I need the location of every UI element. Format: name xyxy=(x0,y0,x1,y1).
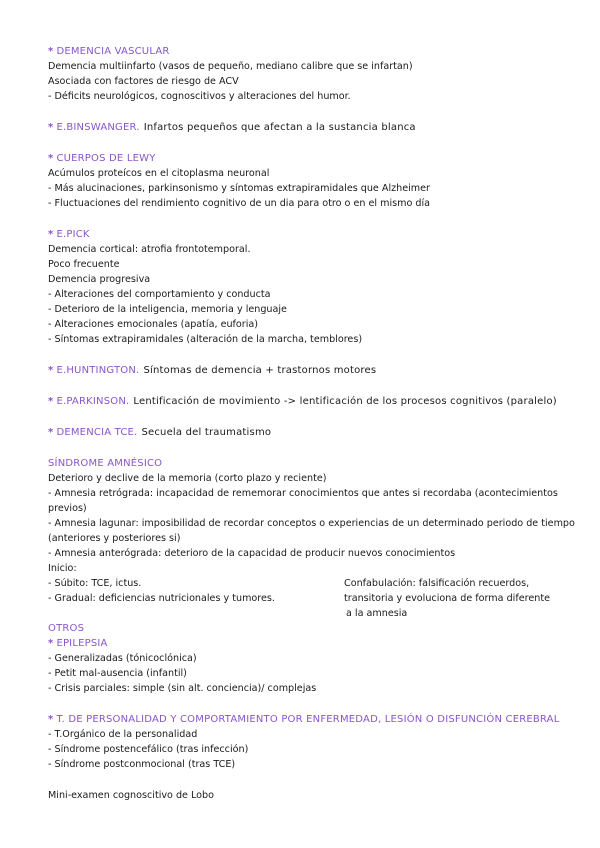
text-line: - Amnesia lagunar: imposibilidad de recordar conceptos o experiencias de un determinado periodo de tiempo (anteriores y posteriores si) xyxy=(48,518,575,544)
confab-line: a la amnesia xyxy=(346,608,408,619)
heading-text: OTROS xyxy=(48,623,85,634)
heading-text: E.BINSWANGER. xyxy=(56,122,140,133)
text-line: Demencia multiinfarto (vasos de pequeño, mediano calibre que se infartan) xyxy=(48,61,413,72)
text-line: - Crisis parciales: simple (sin alt. conciencia)/ complejas xyxy=(48,683,317,694)
text-line: Demencia cortical: atrofia frontotemporal. xyxy=(48,244,251,255)
heading-e-pick xyxy=(48,227,578,242)
notes-content xyxy=(48,44,578,803)
text-line: - Fluctuaciones del rendimiento cognitivo de un dia para otro o en el mismo día xyxy=(48,198,431,209)
bullet-star: * xyxy=(48,427,54,438)
text-line: - Alteraciones emocionales (apatía, euforia) xyxy=(48,319,259,330)
heading-parkinson xyxy=(48,394,578,409)
bullet-star: * xyxy=(48,229,54,240)
inline-description: Síntomas de demencia + trastornos motores xyxy=(143,365,377,376)
heading-cuerpos-de-lewy xyxy=(48,151,578,166)
text-line: Acúmulos proteícos en el citoplasma neuronal xyxy=(48,168,270,179)
list-item: - Súbito: TCE, ictus. xyxy=(48,578,142,589)
text-line: Demencia progresiva xyxy=(48,274,151,285)
text-line: - Generalizadas (tónicoclónica) xyxy=(48,653,197,664)
heading-text: SÍNDROME AMNÉSICO xyxy=(48,458,163,469)
text-line: Asociada con factores de riesgo de ACV xyxy=(48,76,239,87)
text-line: - Déficits neurológicos, cognoscitivos y alteraciones del humor. xyxy=(48,91,351,102)
text-line: - Más alucinaciones, parkinsonismo y síntomas extrapiramidales que Alzheimer xyxy=(48,183,430,194)
bullet-star: * xyxy=(48,638,54,649)
text-line: - Deterioro de la inteligencia, memoria y lenguaje xyxy=(48,304,287,315)
heading-huntington xyxy=(48,363,578,378)
text-line: Poco frecuente xyxy=(48,259,120,270)
text-line: - Síndrome postconmocional (tras TCE) xyxy=(48,759,236,770)
confab-line: Confabulación: falsificación recuerdos, xyxy=(344,578,530,589)
text-line: - Amnesia retrógrada: incapacidad de rememorar conocimientos que antes si recordaba (acontecimientos previos) xyxy=(48,488,558,514)
heading-text: DEMENCIA VASCULAR xyxy=(56,46,170,57)
footer-note: Mini-examen cognoscitivo de Lobo xyxy=(48,790,215,801)
text-line: Deterioro y declive de la memoria (corto plazo y reciente) xyxy=(48,473,327,484)
inline-description: Infartos pequeños que afectan a la sustancia blanca xyxy=(143,122,416,133)
text-line: - Amnesia anterógrada: deterioro de la capacidad de producir nuevos conocimientos xyxy=(48,548,456,559)
text-line: - T.Orgánico de la personalidad xyxy=(48,729,198,740)
heading-sindrome-amnesico xyxy=(48,456,578,471)
heading-epilepsia xyxy=(48,636,578,651)
bullet-star: * xyxy=(48,396,54,407)
inline-description: Secuela del traumatismo xyxy=(141,427,272,438)
text-line: - Petit mal-ausencia (infantil) xyxy=(48,668,187,679)
text-line: - Síndrome postencefálico (tras infección) xyxy=(48,744,249,755)
heading-t-personalidad xyxy=(48,712,578,727)
confab-line: transitoria y evoluciona de forma diferente xyxy=(344,593,550,604)
heading-otros xyxy=(48,621,578,636)
heading-binswanger xyxy=(48,120,578,135)
bullet-star: * xyxy=(48,153,54,164)
confabulacion-note xyxy=(344,576,574,621)
inicio-and-confabulacion xyxy=(48,576,578,621)
heading-text: E.HUNTINGTON. xyxy=(56,365,140,376)
inline-description: Lentificación de movimiento -> lentificación de los procesos cognitivos (paralelo) xyxy=(133,396,557,407)
bullet-star: * xyxy=(48,122,54,133)
heading-text: EPILEPSIA xyxy=(56,638,108,649)
heading-text: E.PICK xyxy=(56,229,90,240)
heading-text: CUERPOS DE LEWY xyxy=(56,153,156,164)
heading-text: E.PARKINSON. xyxy=(56,396,130,407)
heading-text: T. DE PERSONALIDAD Y COMPORTAMIENTO POR ENFERMEDAD, LESIÓN O DISFUNCIÓN CEREBRAL xyxy=(56,714,560,725)
heading-text: DEMENCIA TCE. xyxy=(56,427,138,438)
text-line: - Alteraciones del comportamiento y conducta xyxy=(48,289,271,300)
text-line: Inicio: xyxy=(48,563,77,574)
bullet-star: * xyxy=(48,46,54,57)
list-item: - Gradual: deficiencias nutricionales y tumores. xyxy=(48,593,275,604)
heading-demencia-tce xyxy=(48,425,578,440)
bullet-star: * xyxy=(48,365,54,376)
heading-demencia-vascular xyxy=(48,44,578,59)
inicio-list xyxy=(48,576,338,606)
text-line: - Síntomas extrapiramidales (alteración de la marcha, temblores) xyxy=(48,334,363,345)
bullet-star: * xyxy=(48,714,54,725)
